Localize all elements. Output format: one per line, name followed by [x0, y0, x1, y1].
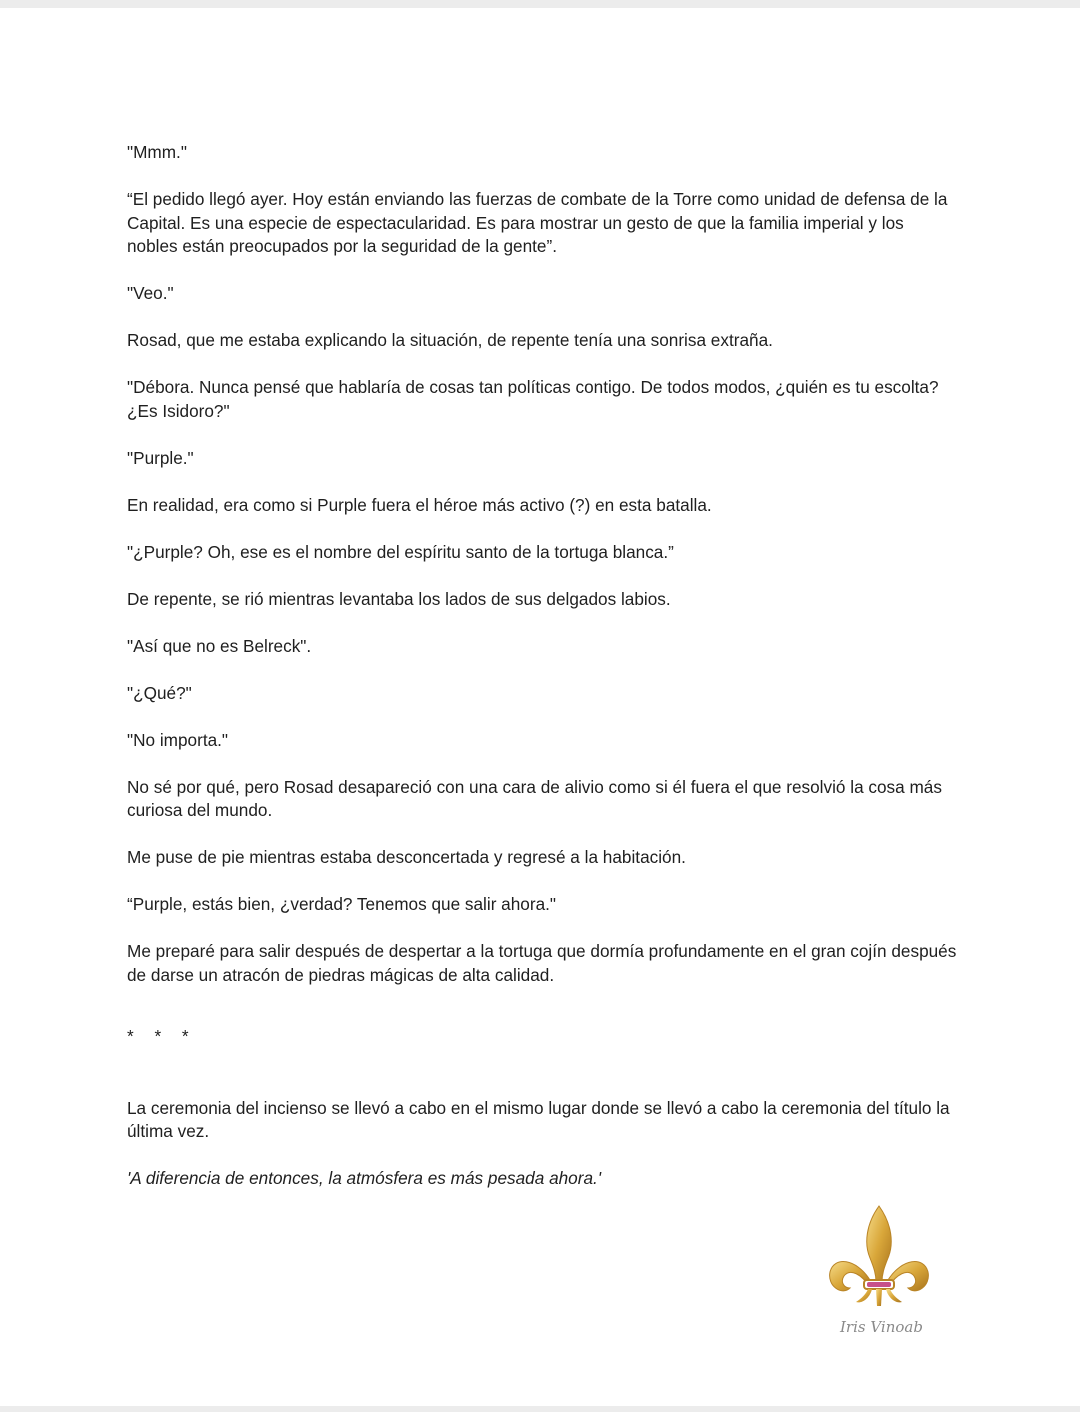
- paragraph: De repente, se rió mientras levantaba los lados de sus delgados labios.: [127, 588, 671, 609]
- paragraph: En realidad, era como si Purple fuera el héroe más activo (?) en esta batalla.: [127, 494, 712, 515]
- paragraph: "Mmm.": [127, 142, 187, 162]
- paragraph: “Purple, estás bien, ¿verdad? Tenemos que salir ahora.": [127, 894, 557, 914]
- paragraph: Me preparé para salir después de despertar a la tortuga que dormía profundamente en el gran cojín después de darse un atracón de piedras mágicas de alta calidad.: [127, 941, 957, 985]
- paragraph: "Así que no es Belreck".: [127, 635, 312, 656]
- paragraph: Me puse de pie mientras estaba desconcertada y regresé a la habitación.: [127, 847, 686, 867]
- italic-thought: 'A diferencia de entonces, la atmósfera es más pesada ahora.': [127, 1168, 602, 1188]
- fleur-de-lis-icon: [826, 1198, 932, 1338]
- scene-break: * * *: [127, 1026, 197, 1046]
- paragraph: "Débora. Nunca pensé que hablaría de cosas tan políticas contigo. De todos modos, ¿quién es tu escolta? ¿Es Isidoro?": [127, 377, 939, 421]
- svg-text:Iris Vinoab: Iris Vinoab: [840, 1318, 923, 1336]
- paragraph: "¿Purple? Oh, ese es el nombre del espíritu santo de la tortuga blanca.”: [127, 541, 674, 562]
- paragraph: “El pedido llegó ayer. Hoy están enviando las fuerzas de combate de la Torre como unidad de defensa de la Capital. Es una especie de espectacularidad. Es para mostrar un gesto de que la familia imperial y los nobles están preocupados por la seguridad de la gente”.: [127, 189, 948, 256]
- paragraph: "Purple.": [127, 447, 194, 468]
- paragraph: No sé por qué, pero Rosad desapareció con una cara de alivio como si él fuera el que resolvió la cosa más curiosa del mundo.: [127, 776, 942, 820]
- paragraph: "¿Qué?": [127, 682, 192, 703]
- paragraph: "Veo.": [127, 283, 174, 303]
- document-text: [127, 141, 957, 1214]
- paragraph: La ceremonia del incienso se llevó a cabo en el mismo lugar donde se llevó a cabo la ceremonia del título la última vez.: [127, 1097, 950, 1141]
- document-page: [0, 8, 1080, 1406]
- watermark-logo: [826, 1198, 932, 1338]
- paragraph: Rosad, que me estaba explicando la situación, de repente tenía una sonrisa extraña.: [127, 330, 773, 350]
- paragraph: "No importa.": [127, 729, 229, 750]
